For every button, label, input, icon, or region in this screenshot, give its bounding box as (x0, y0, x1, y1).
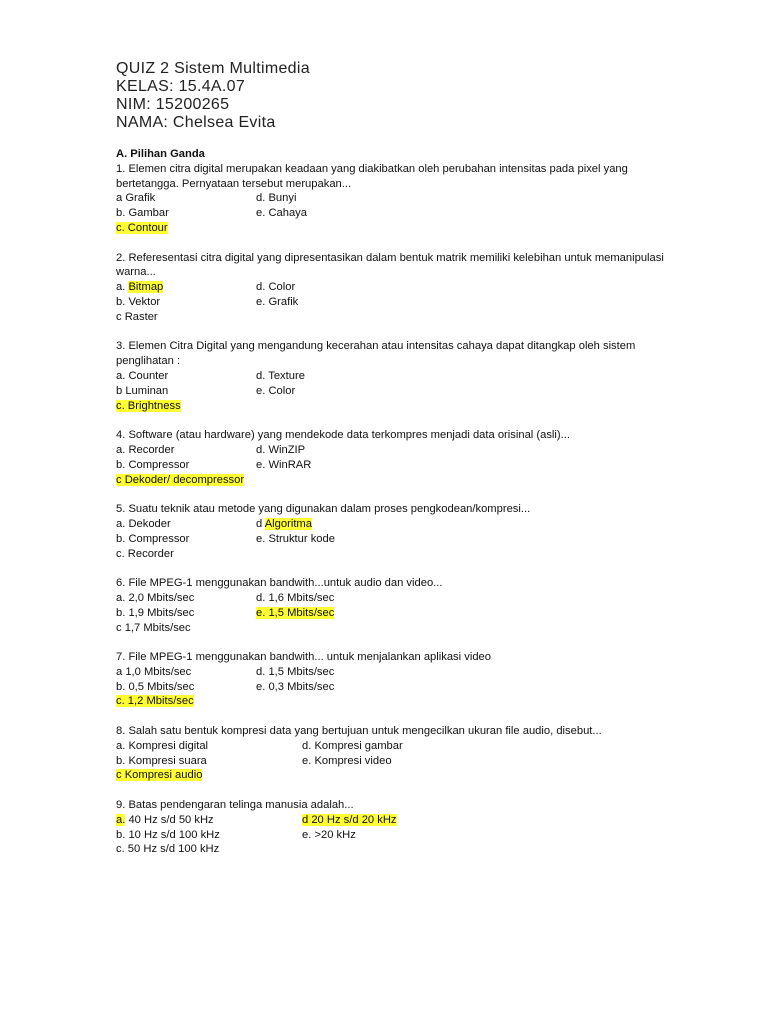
option-text: a. Recorder (116, 443, 175, 456)
question-5 (116, 502, 676, 561)
option-text: b. Kompresi suara (116, 754, 207, 767)
question-2 (116, 251, 676, 325)
option-prefix: a. (116, 281, 129, 294)
option-right (256, 443, 305, 458)
option-left (116, 532, 189, 547)
option-right (256, 680, 334, 695)
option-left (116, 680, 194, 695)
nim-line: NIM: 15200265 (116, 96, 230, 113)
option-left (116, 280, 163, 295)
option-right (256, 532, 335, 547)
highlighted-answer: c. 1,2 Mbits/sec (116, 695, 194, 708)
option-right (302, 813, 397, 828)
option-right (302, 828, 356, 843)
option-text: b Luminan (116, 384, 169, 397)
option-text: b. 0,5 Mbits/sec (116, 680, 195, 693)
highlighted-answer: a. (116, 813, 126, 826)
question-text: 7. File MPEG-1 menggunakan bandwith... untuk menjalankan aplikasi video (116, 651, 491, 664)
highlighted-answer: Algoritma (264, 517, 312, 530)
option-text: c. Recorder (116, 547, 174, 560)
question-text: 4. Software (atau hardware) yang mendekode data terkompres menjadi data orisinal (asli)... (116, 429, 570, 442)
option-right (256, 458, 311, 473)
option-text: b. 1,9 Mbits/sec (116, 606, 195, 619)
question-text: 5. Suatu teknik atau metode yang digunakan dalam proses pengkodean/kompresi... (116, 503, 531, 516)
highlighted-answer: c. Brightness (116, 399, 181, 412)
highlighted-answer: c Kompresi audio (116, 769, 203, 782)
option-row (116, 828, 676, 843)
option-row (116, 458, 676, 473)
option-text: c 1,7 Mbits/sec (116, 621, 191, 634)
option-left (116, 694, 194, 709)
option-text: d. Texture (256, 369, 305, 382)
option-text: b. Compressor (116, 458, 190, 471)
question-3 (116, 339, 676, 413)
option-text: a 1,0 Mbits/sec (116, 665, 192, 678)
option-text: d. Kompresi gambar (302, 739, 403, 752)
option-text: e. WinRAR (256, 458, 312, 471)
option-left (116, 606, 194, 621)
option-left (116, 591, 194, 606)
option-text: e. Struktur kode (256, 532, 335, 545)
option-row (116, 280, 676, 295)
option-left (116, 813, 214, 828)
nama-line: NAMA: Chelsea Evita (116, 114, 276, 131)
option-text: d. Color (256, 281, 296, 294)
option-text: a. 2,0 Mbits/sec (116, 591, 195, 604)
option-text: 40 Hz s/d 50 kHz (125, 813, 214, 826)
option-row (116, 532, 676, 547)
option-row (116, 591, 676, 606)
option-text: d. Bunyi (256, 192, 297, 205)
option-text: b. Compressor (116, 532, 190, 545)
option-row (116, 369, 676, 384)
option-text: e. Grafik (256, 295, 299, 308)
option-text: d. 1,6 Mbits/sec (256, 591, 335, 604)
option-left (116, 517, 171, 532)
question-4 (116, 428, 676, 487)
highlighted-answer: d 20 Hz s/d 20 kHz (302, 813, 397, 826)
option-text: a. Kompresi digital (116, 739, 209, 752)
question-text: 6. File MPEG-1 menggunakan bandwith...untuk audio dan video... (116, 577, 443, 590)
highlighted-answer: c. Contour (116, 221, 168, 234)
option-left (116, 295, 160, 310)
quiz-content (116, 147, 676, 872)
highlighted-answer: c Dekoder/ decompressor (116, 473, 245, 486)
option-text: b. Vektor (116, 295, 161, 308)
option-row (116, 384, 676, 399)
option-left (116, 369, 168, 384)
option-right (256, 665, 334, 680)
option-text: b. Gambar (116, 207, 169, 220)
option-right (256, 191, 296, 206)
question-text: 1. Elemen citra digital merupakan keadaan yang diakibatkan oleh perubahan intensitas pada pixel yang bertetangga. Pernyataan tersebut merupakan... (116, 162, 628, 190)
question-list (116, 162, 676, 857)
option-text: a. Counter (116, 369, 169, 382)
option-left (116, 384, 168, 399)
option-right (256, 280, 295, 295)
option-right (256, 384, 295, 399)
option-row (116, 473, 676, 488)
option-left (116, 828, 220, 843)
option-right (302, 754, 392, 769)
option-right (256, 591, 334, 606)
option-row (116, 399, 676, 414)
question-8 (116, 724, 676, 783)
question-text: 2. Referesentasi citra digital yang dipresentasikan dalam bentuk matrik memiliki kelebihan untuk memanipulasi warna... (116, 251, 664, 279)
option-prefix: d (256, 517, 265, 530)
option-left (116, 473, 244, 488)
option-left (116, 206, 169, 221)
option-text: a Grafik (116, 192, 156, 205)
option-text: e. Kompresi video (302, 754, 392, 767)
option-left (116, 191, 155, 206)
highlighted-answer: Bitmap (128, 281, 164, 294)
option-row (116, 842, 676, 857)
option-right (256, 295, 298, 310)
option-row (116, 295, 676, 310)
option-row (116, 813, 676, 828)
question-text: 3. Elemen Citra Digital yang mengandung kecerahan atau intensitas cahaya dapat ditangkap oleh sistem penglihatan : (116, 340, 636, 368)
option-row (116, 443, 676, 458)
question-6 (116, 576, 676, 635)
option-right (256, 606, 334, 621)
option-left (116, 443, 174, 458)
option-left (116, 221, 168, 236)
question-7 (116, 650, 676, 709)
section-title: A. Pilihan Ganda (116, 148, 205, 160)
option-text: e. >20 kHz (302, 828, 356, 841)
option-text: a. Dekoder (116, 517, 171, 530)
question-text: 8. Salah satu bentuk kompresi data yang bertujuan untuk mengecilkan ukuran file audio, disebut... (116, 725, 602, 738)
option-row (116, 739, 676, 754)
option-row (116, 621, 676, 636)
option-row (116, 517, 676, 532)
option-row (116, 754, 676, 769)
option-left (116, 665, 191, 680)
option-text: e. 0,3 Mbits/sec (256, 680, 335, 693)
option-text: d. WinZIP (256, 443, 306, 456)
option-left (116, 458, 189, 473)
question-9 (116, 798, 676, 857)
option-row (116, 694, 676, 709)
option-left (116, 399, 181, 414)
option-row (116, 665, 676, 680)
question-1 (116, 162, 676, 236)
option-row (116, 768, 676, 783)
option-row (116, 206, 676, 221)
option-right (256, 369, 305, 384)
question-text: 9. Batas pendengaran telinga manusia adalah... (116, 799, 354, 812)
option-row (116, 606, 676, 621)
option-left (116, 842, 219, 857)
option-right (302, 739, 403, 754)
option-right (256, 206, 307, 221)
highlighted-answer: e. 1,5 Mbits/sec (256, 606, 335, 619)
option-row (116, 547, 676, 562)
option-row (116, 680, 676, 695)
option-row (116, 310, 676, 325)
option-left (116, 754, 207, 769)
option-text: c. 50 Hz s/d 100 kHz (116, 843, 220, 856)
option-text: c Raster (116, 310, 158, 323)
quiz-title: QUIZ 2 Sistem Multimedia (116, 60, 310, 77)
option-left (116, 547, 174, 562)
option-left (116, 768, 202, 783)
option-left (116, 739, 208, 754)
option-text: d. 1,5 Mbits/sec (256, 665, 335, 678)
option-row (116, 191, 676, 206)
option-left (116, 310, 158, 325)
option-text: e. Color (256, 384, 296, 397)
option-row (116, 221, 676, 236)
option-left (116, 621, 191, 636)
kelas-line: KELAS: 15.4A.07 (116, 78, 246, 95)
option-text: e. Cahaya (256, 207, 307, 220)
option-right (256, 517, 312, 532)
header-block (116, 60, 310, 132)
option-text: b. 10 Hz s/d 100 kHz (116, 828, 220, 841)
